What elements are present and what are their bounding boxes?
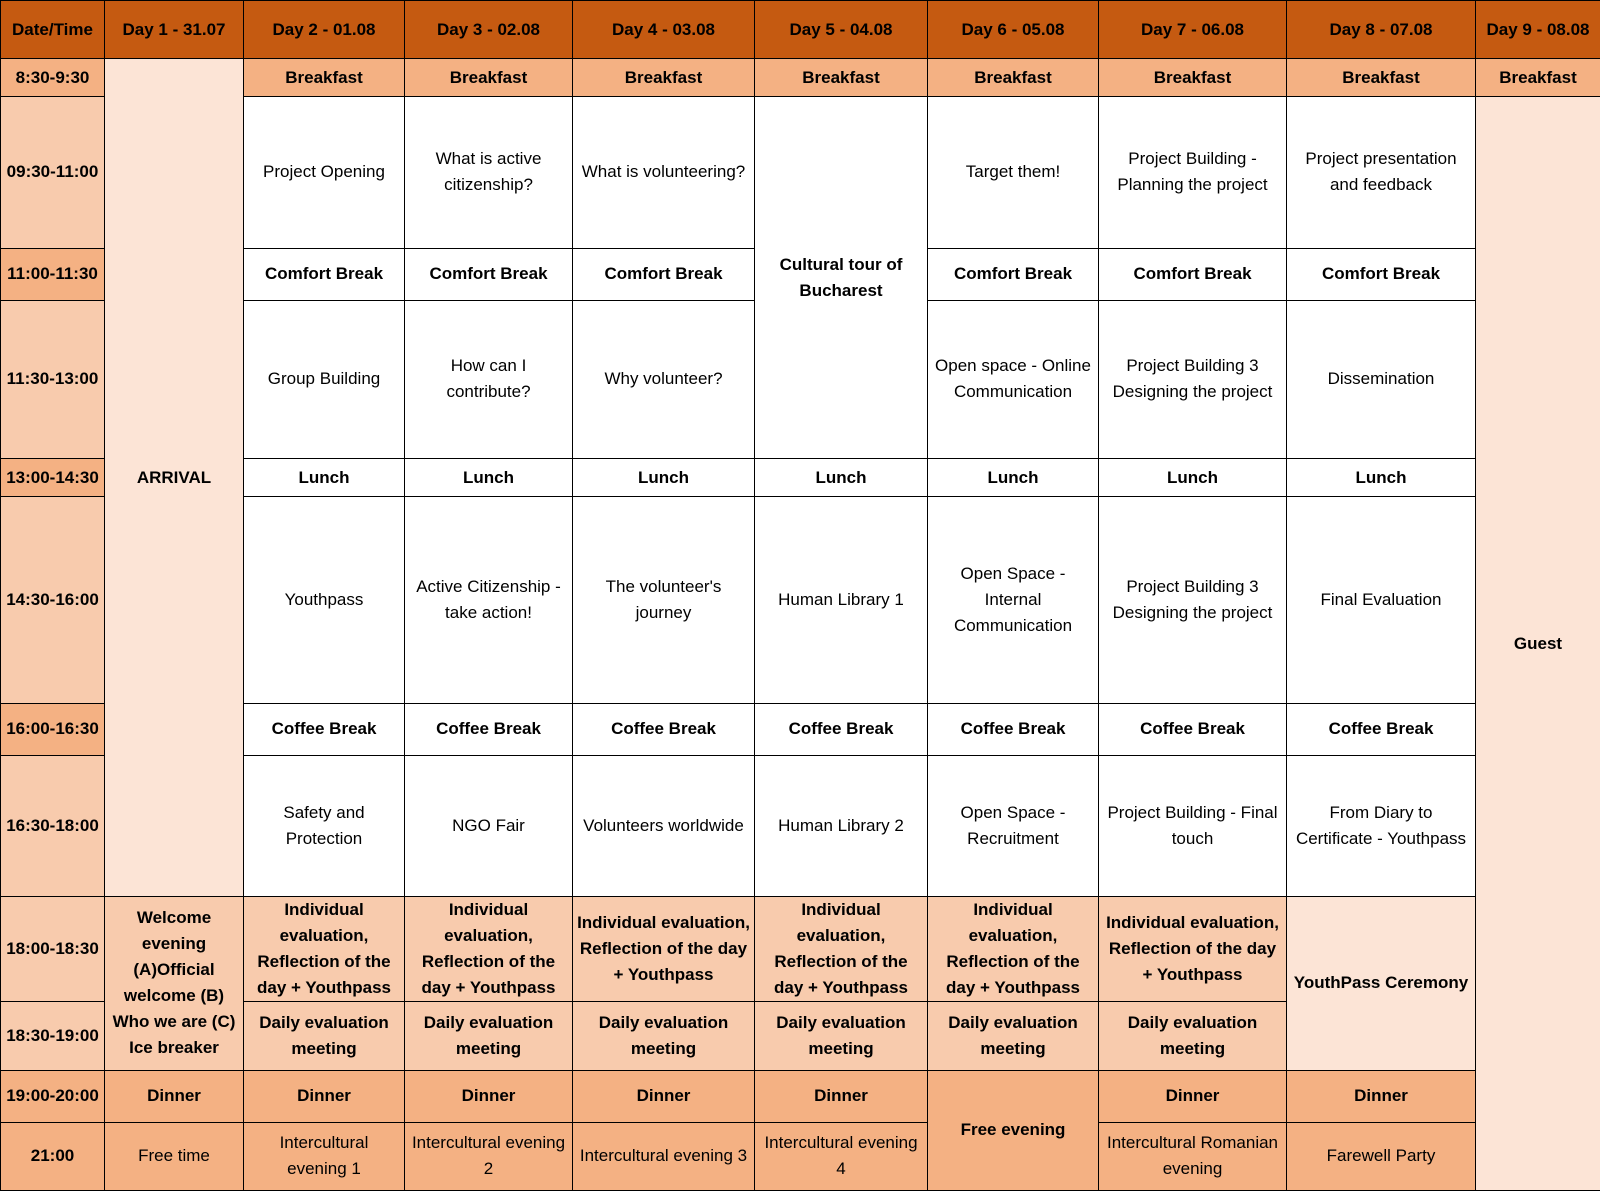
day-header: Day 6 - 05.08 [928, 1, 1099, 59]
welcome-evening-cell: Welcome evening (A)Official welcome (B) Who we are (C) Ice breaker [105, 897, 244, 1070]
dinner-cell: Dinner [405, 1070, 573, 1122]
breakfast-cell: Breakfast [1476, 59, 1600, 97]
breakfast-cell: Breakfast [573, 59, 755, 97]
lunch-cell: Lunch [755, 459, 928, 497]
daily-eval-cell: Daily evaluation meeting [405, 1002, 573, 1070]
cultural-tour-cell: Cultural tour of Bucharest [755, 97, 928, 459]
session-cell: The volunteer's journey [573, 497, 755, 704]
header-row [1, 1, 1600, 59]
session-cell: Human Library 2 [755, 755, 928, 896]
session-cell: Safety and Protection [244, 755, 405, 896]
lunch-cell: Lunch [1287, 459, 1476, 497]
individual-eval-cell: Individual evaluation, Reflection of the day + Youthpass [405, 897, 573, 1002]
day-header: Day 7 - 06.08 [1099, 1, 1287, 59]
evening-cell: Intercultural evening 2 [405, 1122, 573, 1190]
breakfast-cell: Breakfast [928, 59, 1099, 97]
comfort-break-cell: Comfort Break [405, 248, 573, 300]
session-cell: What is active citizenship? [405, 97, 573, 248]
session-cell: Project Building 3 Designing the project [1099, 497, 1287, 704]
time-cell: 18:00-18:30 [1, 897, 105, 1002]
session-cell: Open space - Online Communication [928, 300, 1099, 458]
time-cell: 8:30-9:30 [1, 59, 105, 97]
session-cell: Active Citizenship - take action! [405, 497, 573, 704]
daily-eval-cell: Daily evaluation meeting [573, 1002, 755, 1070]
lunch-cell: Lunch [573, 459, 755, 497]
session-cell: Project Opening [244, 97, 405, 248]
breakfast-cell: Breakfast [405, 59, 573, 97]
session-cell: Project Building - Final touch [1099, 755, 1287, 896]
comfort-break-cell: Comfort Break [1099, 248, 1287, 300]
session-cell: Project presentation and feedback [1287, 97, 1476, 248]
day-header: Day 3 - 02.08 [405, 1, 573, 59]
datetime-header: Date/Time [1, 1, 105, 59]
time-cell: 21:00 [1, 1122, 105, 1190]
coffee-break-cell: Coffee Break [244, 703, 405, 755]
day-header: Day 1 - 31.07 [105, 1, 244, 59]
row-1900 [1, 1070, 1600, 1122]
session-cell: Open Space - Internal Communication [928, 497, 1099, 704]
time-cell: 09:30-11:00 [1, 97, 105, 248]
dinner-cell: Dinner [573, 1070, 755, 1122]
session-cell: What is volunteering? [573, 97, 755, 248]
evening-cell: Intercultural evening 4 [755, 1122, 928, 1190]
individual-eval-cell: Individual evaluation, Reflection of the day + Youthpass [244, 897, 405, 1002]
time-cell: 18:30-19:00 [1, 1002, 105, 1070]
youthpass-ceremony-cell: YouthPass Ceremony [1287, 897, 1476, 1070]
row-2100 [1, 1122, 1600, 1190]
daily-eval-cell: Daily evaluation meeting [755, 1002, 928, 1070]
session-cell: Volunteers worldwide [573, 755, 755, 896]
comfort-break-cell: Comfort Break [1287, 248, 1476, 300]
session-cell: From Diary to Certificate - Youthpass [1287, 755, 1476, 896]
breakfast-cell: Breakfast [755, 59, 928, 97]
evening-cell: Intercultural evening 3 [573, 1122, 755, 1190]
arrival-cell: ARRIVAL [105, 59, 244, 897]
session-cell: Project Building 3 Designing the project [1099, 300, 1287, 458]
coffee-break-cell: Coffee Break [755, 703, 928, 755]
session-cell: Final Evaluation [1287, 497, 1476, 704]
session-cell: Group Building [244, 300, 405, 458]
individual-eval-cell: Individual evaluation, Reflection of the day + Youthpass [1099, 897, 1287, 1002]
time-cell: 19:00-20:00 [1, 1070, 105, 1122]
free-time-cell: Free time [105, 1122, 244, 1190]
guest-cell: Guest [1476, 97, 1600, 1191]
lunch-cell: Lunch [928, 459, 1099, 497]
daily-eval-cell: Daily evaluation meeting [244, 1002, 405, 1070]
evening-cell: Intercultural Romanian evening [1099, 1122, 1287, 1190]
session-cell: How can I contribute? [405, 300, 573, 458]
time-cell: 11:30-13:00 [1, 300, 105, 458]
row-1800 [1, 897, 1600, 1002]
coffee-break-cell: Coffee Break [928, 703, 1099, 755]
dinner-cell: Dinner [1099, 1070, 1287, 1122]
breakfast-cell: Breakfast [1099, 59, 1287, 97]
lunch-cell: Lunch [1099, 459, 1287, 497]
day-header: Day 5 - 04.08 [755, 1, 928, 59]
day-header: Day 2 - 01.08 [244, 1, 405, 59]
session-cell: Dissemination [1287, 300, 1476, 458]
breakfast-cell: Breakfast [1287, 59, 1476, 97]
coffee-break-cell: Coffee Break [1287, 703, 1476, 755]
individual-eval-cell: Individual evaluation, Reflection of the day + Youthpass [573, 897, 755, 1002]
comfort-break-cell: Comfort Break [573, 248, 755, 300]
dinner-cell: Dinner [755, 1070, 928, 1122]
day-header: Day 4 - 03.08 [573, 1, 755, 59]
session-cell: Youthpass [244, 497, 405, 704]
time-cell: 16:00-16:30 [1, 703, 105, 755]
time-cell: 13:00-14:30 [1, 459, 105, 497]
session-cell: Open Space - Recruitment [928, 755, 1099, 896]
lunch-cell: Lunch [405, 459, 573, 497]
session-cell: Target them! [928, 97, 1099, 248]
coffee-break-cell: Coffee Break [1099, 703, 1287, 755]
time-cell: 16:30-18:00 [1, 755, 105, 896]
session-cell: Project Building - Planning the project [1099, 97, 1287, 248]
time-cell: 11:00-11:30 [1, 248, 105, 300]
evening-cell: Intercultural evening 1 [244, 1122, 405, 1190]
breakfast-cell: Breakfast [244, 59, 405, 97]
session-cell: NGO Fair [405, 755, 573, 896]
row-0830 [1, 59, 1600, 97]
daily-eval-cell: Daily evaluation meeting [928, 1002, 1099, 1070]
free-evening-cell: Free evening [928, 1070, 1099, 1190]
individual-eval-cell: Individual evaluation, Reflection of the day + Youthpass [928, 897, 1099, 1002]
individual-eval-cell: Individual evaluation, Reflection of the day + Youthpass [755, 897, 928, 1002]
dinner-cell: Dinner [244, 1070, 405, 1122]
comfort-break-cell: Comfort Break [928, 248, 1099, 300]
day-header: Day 8 - 07.08 [1287, 1, 1476, 59]
session-cell: Why volunteer? [573, 300, 755, 458]
coffee-break-cell: Coffee Break [405, 703, 573, 755]
comfort-break-cell: Comfort Break [244, 248, 405, 300]
dinner-cell: Dinner [105, 1070, 244, 1122]
time-cell: 14:30-16:00 [1, 497, 105, 704]
farewell-cell: Farewell Party [1287, 1122, 1476, 1190]
session-cell: Human Library 1 [755, 497, 928, 704]
day-header: Day 9 - 08.08 [1476, 1, 1600, 59]
coffee-break-cell: Coffee Break [573, 703, 755, 755]
daily-eval-cell: Daily evaluation meeting [1099, 1002, 1287, 1070]
lunch-cell: Lunch [244, 459, 405, 497]
dinner-cell: Dinner [1287, 1070, 1476, 1122]
